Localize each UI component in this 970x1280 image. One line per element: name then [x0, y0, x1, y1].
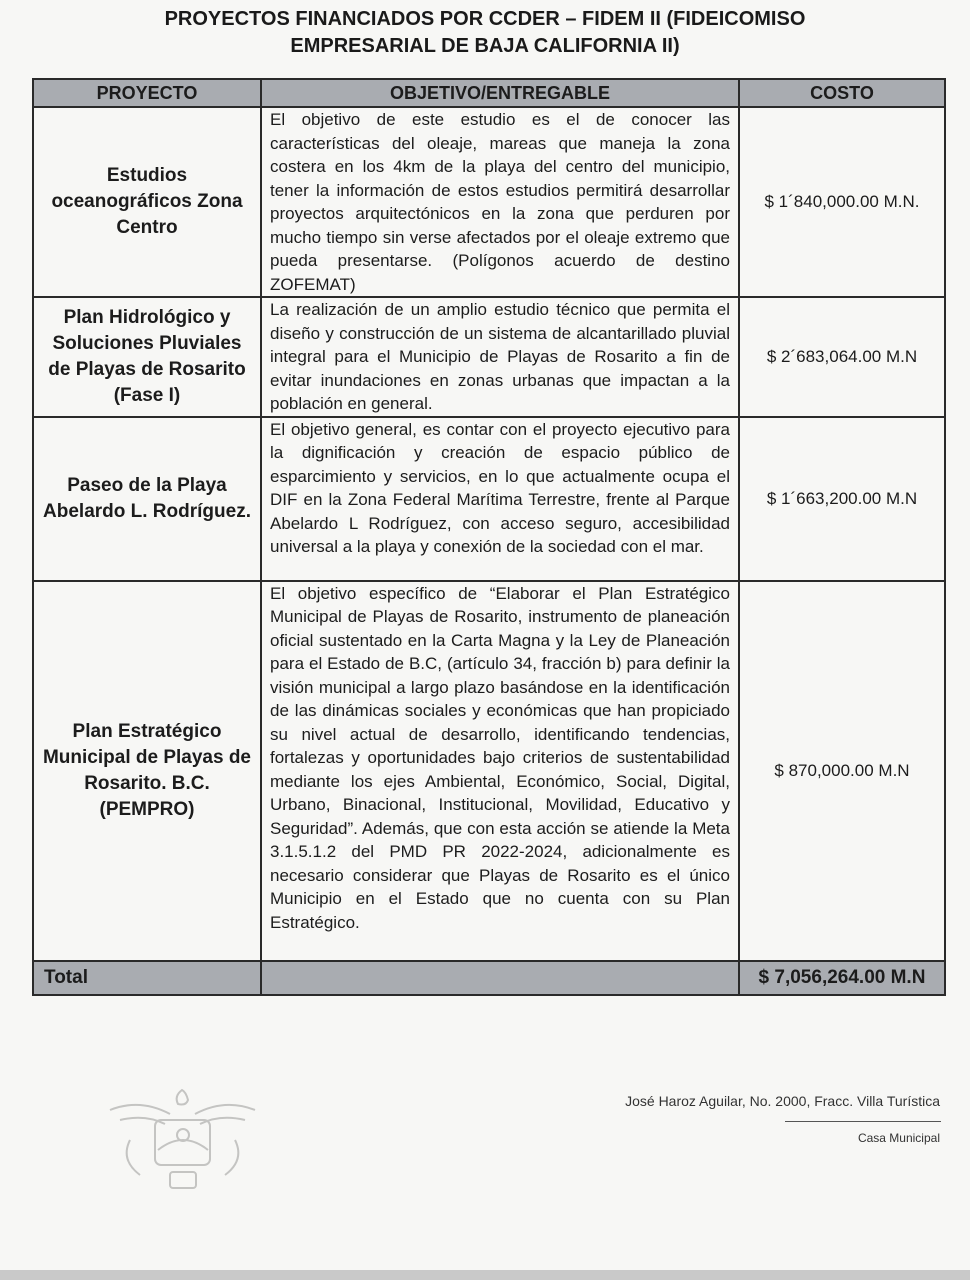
table-row: [33, 417, 945, 581]
project-description: El objetivo de este estudio es el de conocer las características del oleaje, mareas que maneja la zona costera en los 4km de la playa del centro del municipio, tener la información de estos estudios permitirá desarrollar proyectos arquitectónicos en la zona que perduren por mucho tiempo sin verse afectados por el oleaje extremo que pueda presentarse. (Polígonos acuerdo de destino ZOFEMAT): [261, 107, 739, 297]
project-cost: $ 1´840,000.00 M.N.: [739, 107, 945, 297]
projects-table: [32, 78, 946, 996]
header-costo: COSTO: [739, 79, 945, 107]
project-description: El objetivo específico de “Elaborar el Plan Estratégico Municipal de Playas de Rosarito, instrumento de planeación oficial sustentado en la Carta Magna y la Ley de Planeación para el Estado de B.C, (artículo 34, fracción b) para definir la visión municipal a largo plazo basándose en la identificación de las dinámicas sociales y económicas que han propiciado su nivel actual de desarrollo, identificando tendencias, fortalezas y oportunidades bajo criterios de sustentabilidad mediante los ejes Ambiental, Económico, Social, Digital, Urbano, Binacional, Institucional, Movilidad, Educativo y Seguridad”. Además, que con esta acción se atiende la Meta 3.1.5.1.2 del PMD PR 2022-2024, adicionalmente es necesario considerar que Playas de Rosarito es el único Municipio en el Estado que no cuenta con su Plan Estratégico.: [261, 581, 739, 961]
title-line-1: PROYECTOS FINANCIADOS POR CCDER – FIDEM II (FIDEICOMISO: [164, 8, 806, 30]
total-empty-cell: [261, 961, 739, 995]
table-row: [33, 107, 945, 297]
header-proyecto: PROYECTO: [33, 79, 261, 107]
footer-divider: [785, 1121, 941, 1122]
project-description: El objetivo general, es contar con el proyecto ejecutivo para la dignificación y creación de espacio público de esparcimiento y servicios, en lo que actualmente ocupa el DIF en la Zona Federal Marítima Terrestre, frente al Parque Abelardo L Rodríguez, con acceso seguro, accesibilidad universal a la playa y conexión de la sociedad con el mar.: [261, 417, 739, 581]
header-objetivo: OBJETIVO/ENTREGABLE: [261, 79, 739, 107]
footer-address: José Haroz Aguilar, No. 2000, Fracc. Villa Turística: [625, 1093, 940, 1109]
project-cost: $ 870,000.00 M.N: [739, 581, 945, 961]
total-value: $ 7,056,264.00 M.N: [739, 961, 945, 995]
title-line-2: EMPRESARIAL DE BAJA CALIFORNIA II): [290, 35, 680, 57]
document-title: [60, 6, 910, 60]
project-name: Plan Estratégico Municipal de Playas de Rosarito. B.C. (PEMPRO): [33, 581, 261, 961]
page-bottom-edge: [0, 1270, 970, 1280]
total-label: Total: [33, 961, 261, 995]
footer-casa-municipal: Casa Municipal: [857, 1131, 940, 1145]
table-row: [33, 581, 945, 961]
project-description: La realización de un amplio estudio técnico que permita el diseño y construcción de un sistema de alcantarillado pluvial integral para el Municipio de Playas de Rosarito a fin de evitar inundaciones en zonas urbanas que impactan a la población en general.: [261, 297, 739, 417]
project-name: Plan Hidrológico y Soluciones Pluviales de Playas de Rosarito (Fase I): [33, 297, 261, 417]
project-cost: $ 2´683,064.00 M.N: [739, 297, 945, 417]
table-row: [33, 297, 945, 417]
total-row: [33, 961, 945, 995]
project-cost: $ 1´663,200.00 M.N: [739, 417, 945, 581]
table-header-row: [33, 79, 945, 107]
project-name: Estudios oceanográficos Zona Centro: [33, 107, 261, 297]
municipal-seal-watermark: [100, 1080, 265, 1195]
project-name: Paseo de la Playa Abelardo L. Rodríguez.: [33, 417, 261, 581]
